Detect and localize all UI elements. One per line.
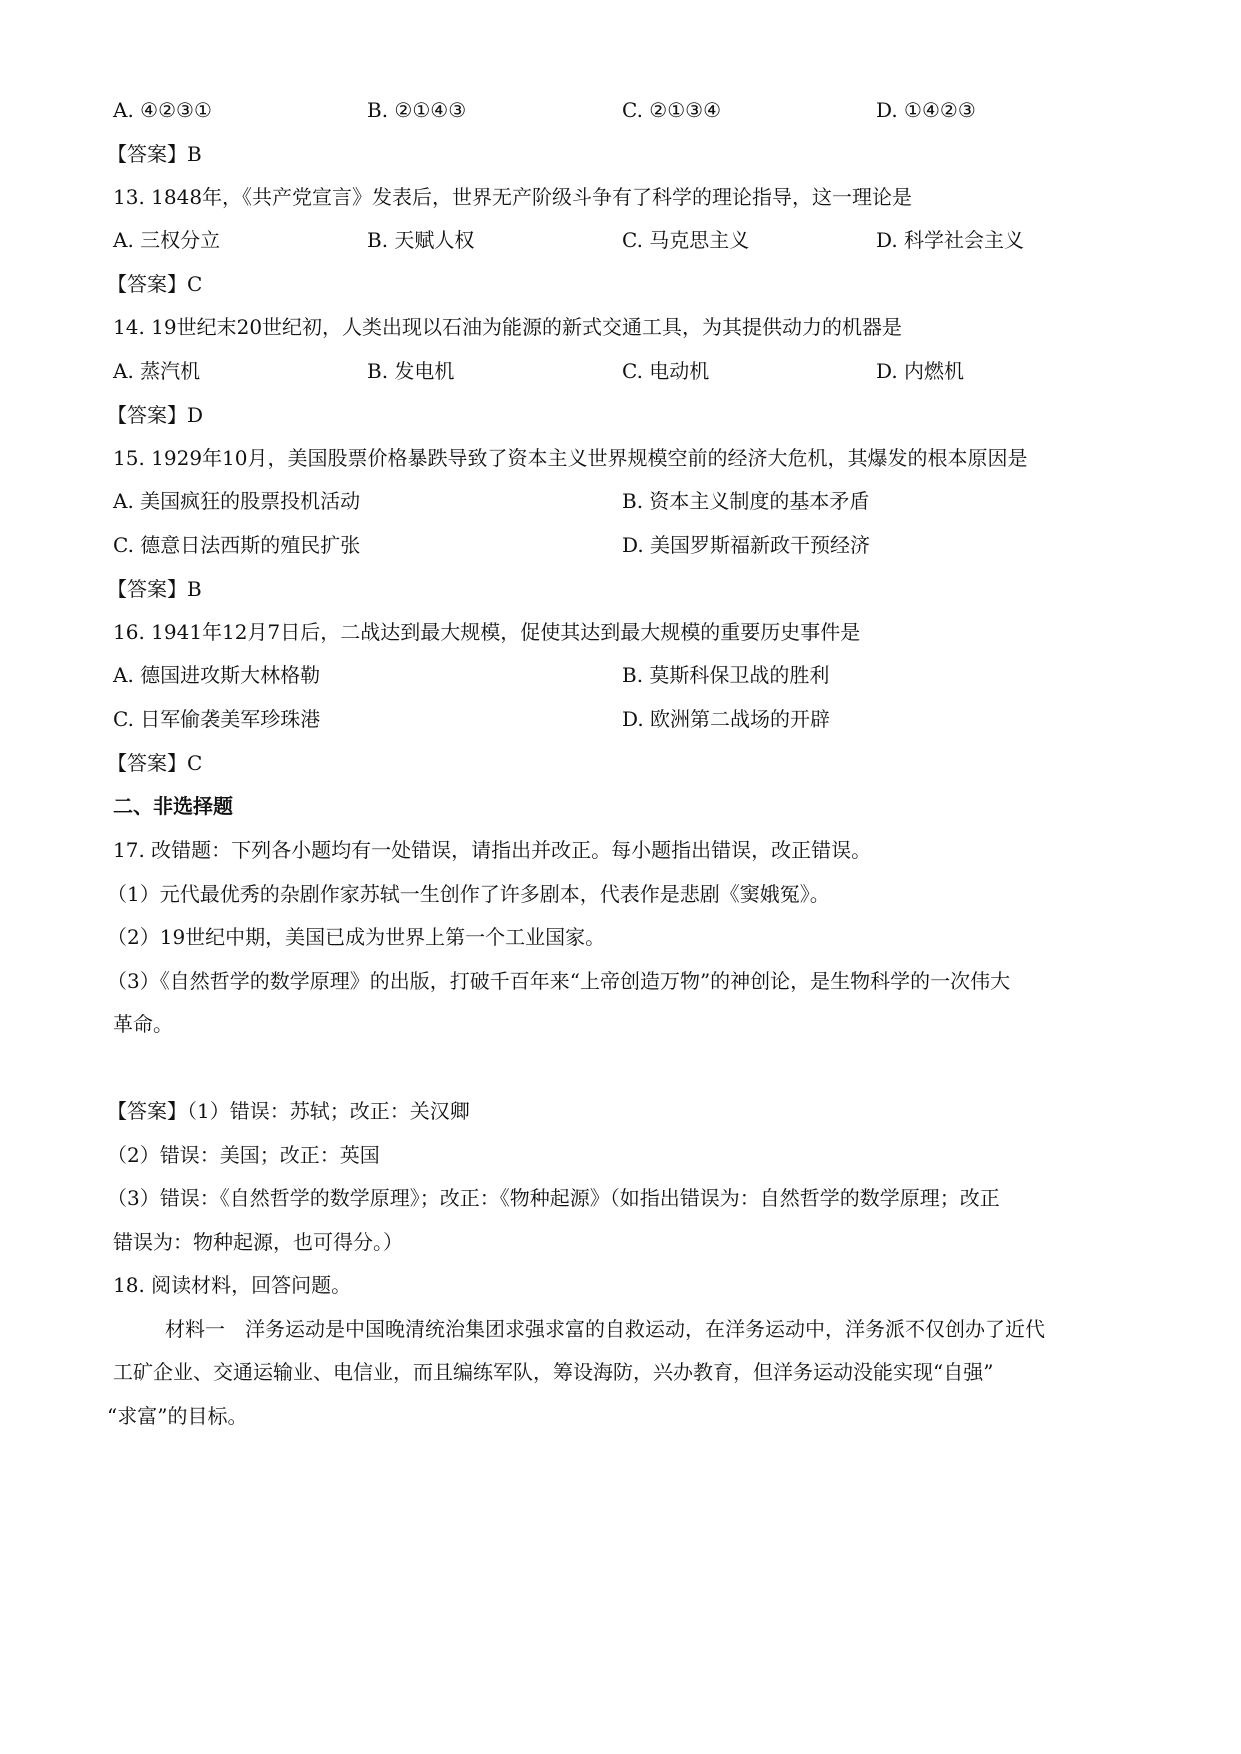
q16-option-d: D. 欧洲第二战场的开辟 (622, 707, 831, 731)
q16-answer: 【答案】C (107, 751, 203, 775)
q15-stem: 15. 1929年10月，美国股票价格暴跌导致了资本主义世界规模空前的经济大危机，其爆发的根本原因是 (113, 446, 1028, 470)
q14-stem: 14. 19世纪末20世纪初，人类出现以石油为能源的新式交通工具，为其提供动力的机器是 (113, 315, 903, 339)
q15-option-a: A. 美国疯狂的股票投机活动 (113, 489, 361, 513)
q17-answer-1: 【答案】（1）错误：苏轼；改正：关汉卿 (107, 1099, 470, 1123)
q18-material1-line1: 材料一 洋务运动是中国晚清统治集团求强求富的自救运动，在洋务运动中，洋务派不仅创办了近代 (165, 1317, 1045, 1341)
q14-option-a: A. 蒸汽机 (113, 359, 201, 383)
q17-item-3-cont: 革命。 (113, 1012, 173, 1036)
q17-answer-2: （2）错误：美国；改正：英国 (107, 1143, 380, 1167)
q16-option-a: A. 德国进攻斯大林格勒 (113, 663, 321, 687)
q15-option-c: C. 德意日法西斯的殖民扩张 (113, 533, 361, 557)
q13-option-b: B. 天赋人权 (367, 228, 475, 252)
q17-answer-3-cont: 错误为：物种起源，也可得分。） (113, 1230, 403, 1254)
section-title: 二、非选择题 (113, 794, 233, 818)
q12-answer: 【答案】B (107, 142, 202, 166)
q15-answer: 【答案】B (107, 577, 202, 601)
q18-material1-line3: “求富”的目标。 (107, 1404, 248, 1428)
q12-option-a: A. ④②③① (113, 98, 212, 122)
q16-option-b: B. 莫斯科保卫战的胜利 (622, 663, 830, 687)
q12-option-d: D. ①④②③ (876, 98, 976, 122)
q15-option-b: B. 资本主义制度的基本矛盾 (622, 489, 870, 513)
q17-item-3: （3）《自然哲学的数学原理》的出版，打破千百年来“上帝创造万物”的神创论，是生物科学的一次伟大 (107, 969, 1011, 993)
q14-answer: 【答案】D (107, 403, 204, 427)
q12-option-c: C. ②①③④ (622, 98, 722, 122)
q12-option-b: B. ②①④③ (367, 98, 467, 122)
q18-material1-line2: 工矿企业、交通运输业、电信业，而且编练军队，筹设海防，兴办教育，但洋务运动没能实现“自强” (113, 1360, 994, 1384)
q16-stem: 16. 1941年12月7日后，二战达到最大规模，促使其达到最大规模的重要历史事件是 (113, 620, 861, 644)
q17-item-1: （1）元代最优秀的杂剧作家苏轼一生创作了许多剧本，代表作是悲剧《窦娥冤》。 (107, 882, 830, 906)
q17-answer-3: （3）错误：《自然哲学的数学原理》；改正：《物种起源》（如指出错误为：自然哲学的数学原理；改正 (107, 1186, 1000, 1210)
q18-stem: 18. 阅读材料，回答问题。 (113, 1273, 352, 1297)
q13-answer: 【答案】C (107, 272, 203, 296)
q17-stem: 17. 改错题：下列各小题均有一处错误，请指出并改正。每小题指出错误，改正错误。 (113, 838, 872, 862)
q16-option-c: C. 日军偷袭美军珍珠港 (113, 707, 321, 731)
q13-option-a: A. 三权分立 (113, 228, 221, 252)
q13-stem: 13. 1848年，《共产党宣言》发表后，世界无产阶级斗争有了科学的理论指导，这一理论是 (113, 185, 913, 209)
q14-option-b: B. 发电机 (367, 359, 455, 383)
q13-option-d: D. 科学社会主义 (876, 228, 1025, 252)
q14-option-c: C. 电动机 (622, 359, 710, 383)
q17-item-2: （2）19世纪中期，美国已成为世界上第一个工业国家。 (107, 925, 606, 949)
q15-option-d: D. 美国罗斯福新政干预经济 (622, 533, 871, 557)
q13-option-c: C. 马克思主义 (622, 228, 750, 252)
q14-option-d: D. 内燃机 (876, 359, 965, 383)
